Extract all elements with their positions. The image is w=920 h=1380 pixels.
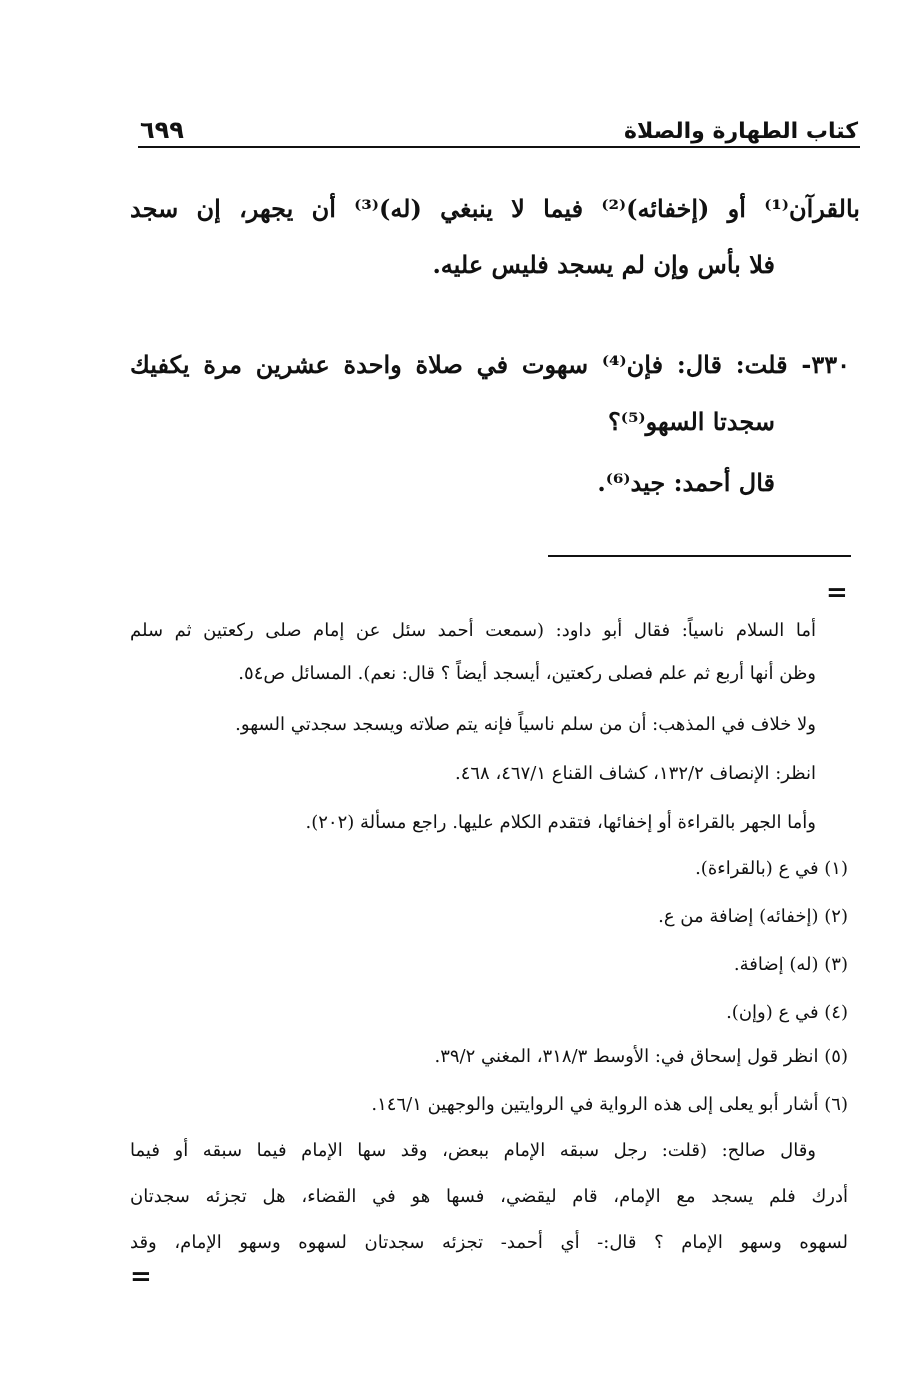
running-header [140, 100, 858, 144]
footnote-3: (٣) (له) إضافة. [733, 954, 848, 975]
continued-note-line-2: أدرك فلم يسجد مع الإمام، قام ليقضي، فسها هو في القضاء، هل تجزئه سجدتان [130, 1186, 848, 1207]
issue-330-line-2: سجدتا السهو⁽⁵⁾؟ [608, 407, 775, 436]
book-title: كتاب الطهارة والصلاة [624, 119, 858, 144]
footnote-note-line-4: انظر: الإنصاف ١٣٢/٢، كشاف القناع ٤٦٧/١، ٤٦٨. [454, 763, 816, 784]
footnote-5: (٥) انظر قول إسحاق في: الأوسط ٣١٨/٣، المغني ٣٩/٢. [434, 1046, 848, 1067]
continuation-mark-top: = [826, 578, 848, 608]
page-number: ٦٩٩ [140, 116, 184, 144]
continued-note-line-3: لسهوه وسهو الإمام ؟ قال:- أي أحمد- تجزئه سجدتان لسهوه وسهو الإمام، وقد [130, 1232, 848, 1253]
continued-note-line-1: وقال صالح: (قلت: رجل سبقه الإمام ببعض، وقد سها الإمام فيما سبقه أو فيما [130, 1140, 816, 1161]
continuation-mark-bottom: = [130, 1262, 152, 1292]
header-rule [138, 146, 860, 148]
footnote-separator [548, 555, 851, 557]
footnote-2: (٢) (إخفائه) إضافة من ع. [658, 906, 848, 927]
footnote-4: (٤) في ع (وإن). [726, 1002, 848, 1023]
body-line-1: بالقرآن⁽¹⁾ أو (إخفائه)⁽²⁾ فيما لا ينبغي (له)⁽³⁾ أن يجهر، إن سجد [130, 194, 860, 223]
footnote-1: (١) في ع (بالقراءة). [695, 858, 848, 879]
body-line-2: فلا بأس وإن لم يسجد فليس عليه. [432, 250, 775, 279]
footnote-note-line-1: أما السلام ناسياً: فقال أبو داود: (سمعت أحمد سئل عن إمام صلى ركعتين ثم سلم [130, 620, 816, 641]
footnote-note-line-2: وظن أنها أربع ثم علم فصلى ركعتين، أيسجد أيضاً ؟ قال: نعم). المسائل ص٥٤. [238, 663, 816, 684]
footnote-note-line-3: ولا خلاف في المذهب: أن من سلم ناسياً فإنه يتم صلاته ويسجد سجدتي السهو. [235, 714, 816, 735]
footnote-note-line-5: وأما الجهر بالقراءة أو إخفائها، فتقدم الكلام عليها. راجع مسألة (٢٠٢). [305, 812, 816, 833]
issue-330-answer: قال أحمد: جيد⁽⁶⁾. [597, 468, 775, 497]
issue-330-line-1: ٣٣٠- قلت: قال: فإن⁽⁴⁾ سهوت في صلاة واحدة عشرين مرة يكفيك [130, 350, 851, 379]
footnote-6: (٦) أشار أبو يعلى إلى هذه الرواية في الروايتين والوجهين ١٤٦/١. [371, 1094, 848, 1115]
